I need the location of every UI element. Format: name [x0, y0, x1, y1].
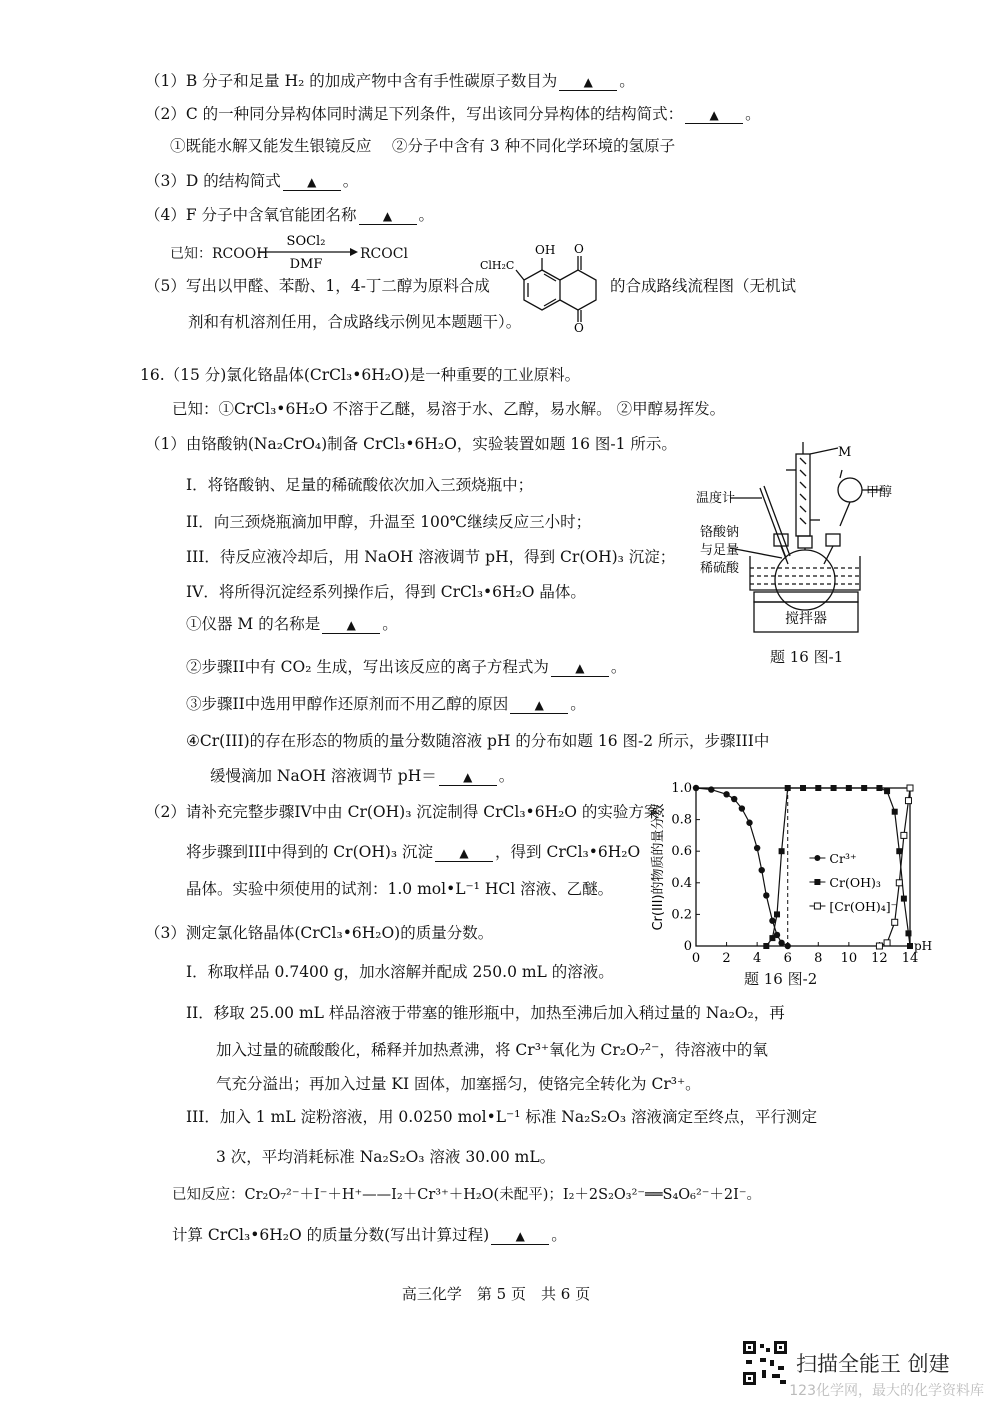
q15-part5-line1b: 的合成路线流程图（无机试 — [610, 277, 797, 295]
data-point — [896, 880, 902, 886]
data-point — [779, 848, 785, 854]
label-stirrer: 搅拌器 — [785, 611, 827, 627]
y-tick-label: 0 — [683, 939, 692, 954]
x-tick-label: 4 — [753, 951, 762, 966]
carbonyl-o-top: O — [574, 242, 584, 256]
figure2-caption: 题 16 图-2 — [744, 970, 818, 988]
q16-part2-text-end: ，得到 CrCl₃•6H₂O — [495, 843, 641, 861]
q16-measure-1: I．称取样品 0.7400 g，加水溶解并配成 250.0 mL 的溶液。 — [186, 963, 614, 981]
q16-step2: II．向三颈烧瓶滴加甲醇，升温至 100℃继续反应三小时； — [186, 513, 592, 531]
q16-measure-2b: 加入过量的硫酸酸化，稀释并加热煮沸，将 Cr³⁺氧化为 Cr₂O₇²⁻，待溶液中的氧 — [216, 1041, 768, 1059]
q15-part3-text: （3）D 的结构简式 — [145, 172, 281, 190]
q16-measure-3b: 3 次，平均消耗标准 Na₂S₂O₃ 溶液 30.00 mL。 — [216, 1148, 556, 1166]
reagent-bottom: DMF — [289, 257, 323, 272]
data-point — [763, 943, 769, 949]
q15-part2-conditions: ①既能水解又能发生银镜反应 ②分子中含有 3 种不同化学环境的氢原子 — [170, 137, 676, 155]
reaction-arrow-icon — [254, 232, 358, 272]
y-tick-label: 1.0 — [671, 781, 692, 796]
punct: 。 — [418, 206, 435, 224]
target-molecule-structure — [478, 240, 608, 332]
q15-part3 — [145, 170, 358, 192]
known-reaction-reactant: 已知：RCOOH — [170, 246, 269, 262]
punct: 。 — [570, 695, 586, 713]
q16-part2-line3: 晶体。实验中须使用的试剂：1.0 mol•L⁻¹ HCl 溶液、乙醚。 — [186, 880, 614, 898]
q15-part1-text: （1）B 分子和足量 H₂ 的加成产物中含有手性碳原子数目为 — [145, 72, 558, 90]
answer-blank[interactable]: ▲ — [559, 74, 617, 91]
qr-code-icon — [742, 1340, 788, 1386]
answer-blank[interactable]: ▲ — [685, 107, 743, 124]
data-point — [708, 786, 714, 792]
q15-part2-text: （2）C 的一种同分异构体同时满足下列条件，写出该同分异构体的结构简式： — [145, 105, 684, 123]
q15-part1 — [145, 70, 635, 92]
q16-subq-b — [186, 656, 626, 678]
y-tick-label: 0.2 — [671, 907, 692, 923]
y-tick-label: 0.4 — [671, 875, 692, 891]
q16-part2: （2）请补充完整步骤IV中由 Cr(OH)₃ 沉淀制得 CrCl₃•6H₂O 的实验方案： — [145, 803, 675, 821]
data-point — [905, 798, 911, 804]
x-tick-label: 14 — [901, 951, 919, 966]
data-point — [769, 918, 775, 924]
legend-marker — [814, 855, 820, 861]
data-point — [774, 911, 780, 917]
punct: 。 — [342, 172, 359, 190]
q15-part2 — [145, 103, 761, 125]
q16-measure-2a: II．移取 25.00 mL 样品溶液于带塞的锥形瓶中，加热至沸后加入稍过量的 Na₂O₂，再 — [186, 1004, 785, 1022]
q16-known: 已知：①CrCl₃•6H₂O 不溶于乙醚，易溶于水、乙醇，易水解。 ②甲醇易挥发。 — [172, 400, 726, 418]
x-tick-label: 12 — [871, 951, 888, 966]
q16-subq-c — [186, 693, 586, 715]
answer-blank[interactable]: ▲ — [435, 845, 493, 862]
q15-part4 — [145, 204, 434, 226]
page-footer: 高三化学 第 5 页 共 6 页 — [401, 1285, 591, 1303]
data-point — [746, 820, 752, 826]
x-tick-label: 2 — [722, 951, 731, 966]
x-tick-label: 6 — [783, 951, 792, 966]
label-m: M — [838, 445, 852, 460]
q16-part2-line2 — [186, 841, 640, 863]
data-point — [884, 940, 890, 946]
label-flask-2: 与足量 — [700, 543, 740, 558]
scanner-brand: 扫描全能王 创建 — [796, 1352, 950, 1376]
data-point — [763, 892, 769, 898]
reagent-top: SOCl₂ — [286, 234, 326, 249]
oh-label: OH — [535, 243, 556, 257]
answer-blank[interactable]: ▲ — [283, 174, 341, 191]
apparatus-figure — [690, 440, 900, 670]
punct: 。 — [498, 767, 515, 785]
known-reaction-product: RCOCl — [360, 246, 408, 262]
q15-part5-line2: 剂和有机溶剂任用，合成路线示例见本题题干）。 — [188, 313, 522, 331]
q16-calc — [172, 1224, 567, 1246]
data-point — [754, 845, 760, 851]
x-tick-label: 8 — [814, 951, 823, 966]
punct: 。 — [610, 658, 627, 676]
legend-label: Cr(OH)₃ — [829, 875, 881, 890]
q16-measure-3a: III．加入 1 mL 淀粉溶液，用 0.0250 mol•L⁻¹ 标准 Na₂S₂O₃ 溶液滴定至终点，平行测定 — [186, 1108, 817, 1126]
legend-label: [Cr(OH)₄]⁻ — [829, 899, 898, 914]
q16-part3: （3）测定氯化铬晶体(CrCl₃•6H₂O)的质量分数。 — [145, 924, 494, 942]
answer-blank[interactable]: ▲ — [510, 697, 568, 714]
carbonyl-o-bottom: O — [574, 321, 584, 332]
data-point — [896, 848, 902, 854]
distribution-chart — [648, 776, 948, 991]
y-axis-label: Cr(III)的物质的量分数 — [651, 803, 666, 931]
q16-subq-a — [186, 613, 398, 635]
q16-subq-d-line2 — [210, 765, 514, 787]
q16-part1: （1）由铬酸钠(Na₂CrO₄)制备 CrCl₃•6H₂O，实验装置如题 16 图-1 所示。 — [145, 435, 677, 453]
q16-calc-text: 计算 CrCl₃•6H₂O 的质量分数(写出计算过程) — [172, 1226, 490, 1244]
data-point — [785, 785, 791, 791]
data-point — [731, 796, 737, 802]
data-point — [901, 896, 907, 902]
label-flask-3: 稀硫酸 — [700, 561, 740, 576]
label-thermometer: 温度计 — [696, 491, 736, 506]
q16-subq-d-line1: ④Cr(III)的存在形态的物质的量分数随溶液 pH 的分布如题 16 图-2 所示，步骤III中 — [186, 732, 770, 750]
data-point — [831, 785, 837, 791]
q16-subq-a-text: ①仪器 M 的名称是 — [186, 615, 321, 633]
data-point — [876, 943, 882, 949]
label-flask-1: 铬酸钠 — [700, 525, 740, 540]
punct: 。 — [619, 72, 635, 90]
watermark: 123化学网，最大的化学资料库 — [789, 1383, 984, 1399]
answer-blank[interactable]: ▲ — [322, 617, 380, 634]
q16-title: 16.（15 分)氯化铬晶体(CrCl₃•6H₂O)是一种重要的工业原料。 — [140, 366, 581, 384]
q16-subq-b-text: ②步骤II中有 CO₂ 生成，写出该反应的离子方程式为 — [186, 658, 549, 676]
punct: 。 — [551, 1226, 567, 1244]
q16-subq-c-text: ③步骤II中选用甲醇作还原剂而不用乙醇的原因 — [186, 695, 509, 713]
q16-known-reaction: 已知反应：Cr₂O₇²⁻＋I⁻＋H⁺——I₂＋Cr³⁺＋H₂O(未配平)；I₂＋2S₂O₃²⁻══S₄O₆²⁻＋2I⁻。 — [172, 1187, 762, 1203]
q16-subq-d-text: 缓慢滴加 NaOH 溶液调节 pH＝ — [210, 767, 437, 785]
data-point — [846, 785, 852, 791]
data-point — [759, 867, 765, 873]
data-point — [905, 930, 911, 936]
data-point — [907, 785, 913, 791]
data-point — [884, 788, 890, 794]
data-point — [907, 943, 913, 949]
punct: 。 — [382, 615, 398, 633]
figure1-caption: 题 16 图-1 — [770, 648, 844, 666]
data-point — [861, 785, 867, 791]
q16-step1: I．将铬酸钠、足量的稀硫酸依次加入三颈烧瓶中； — [186, 476, 534, 494]
data-point — [739, 805, 745, 811]
q16-part2-text: 将步骤到III中得到的 Cr(OH)₃ 沉淀 — [186, 843, 434, 861]
x-axis-label: pH — [914, 939, 933, 953]
x-tick-label: 0 — [691, 951, 701, 966]
data-point — [778, 940, 784, 946]
answer-blank[interactable]: ▲ — [551, 660, 609, 677]
q15-part5-line1a: （5）写出以甲醛、苯酚、1，4-丁二醇为原料合成 — [145, 277, 490, 295]
data-point — [892, 919, 898, 925]
q15-part4-text: （4）F 分子中含氧官能团名称 — [145, 206, 357, 224]
answer-blank[interactable]: ▲ — [439, 769, 497, 786]
q16-step4: IV．将所得沉淀经系列操作后，得到 CrCl₃•6H₂O 晶体。 — [186, 583, 586, 601]
y-tick-label: 0.6 — [671, 844, 692, 860]
answer-blank[interactable]: ▲ — [359, 208, 417, 225]
answer-blank[interactable]: ▲ — [491, 1228, 549, 1245]
punct: 。 — [745, 105, 761, 123]
data-point — [723, 791, 729, 797]
plot-frame — [696, 788, 910, 946]
data-point — [901, 832, 907, 838]
q16-step3: III．待反应液冷却后，用 NaOH 溶液调节 pH，得到 Cr(OH)₃ 沉淀； — [186, 548, 676, 566]
legend-label: Cr³⁺ — [829, 851, 857, 866]
y-tick-label: 0.8 — [671, 812, 692, 828]
data-point — [800, 785, 806, 791]
data-point — [769, 935, 775, 941]
x-tick-label: 10 — [840, 951, 858, 966]
legend-marker — [814, 903, 820, 909]
label-methanol: 甲醇 — [866, 485, 893, 500]
data-point — [892, 809, 898, 815]
data-point — [693, 785, 699, 791]
legend-marker — [814, 879, 820, 885]
q16-measure-2c: 气充分溢出；再加入过量 KI 固体，加塞摇匀，使铬完全转化为 Cr³⁺。 — [216, 1075, 701, 1093]
data-point — [815, 785, 821, 791]
data-point — [785, 943, 791, 949]
ch2cl-label: ClH₂C — [480, 259, 515, 272]
data-point — [876, 785, 882, 791]
